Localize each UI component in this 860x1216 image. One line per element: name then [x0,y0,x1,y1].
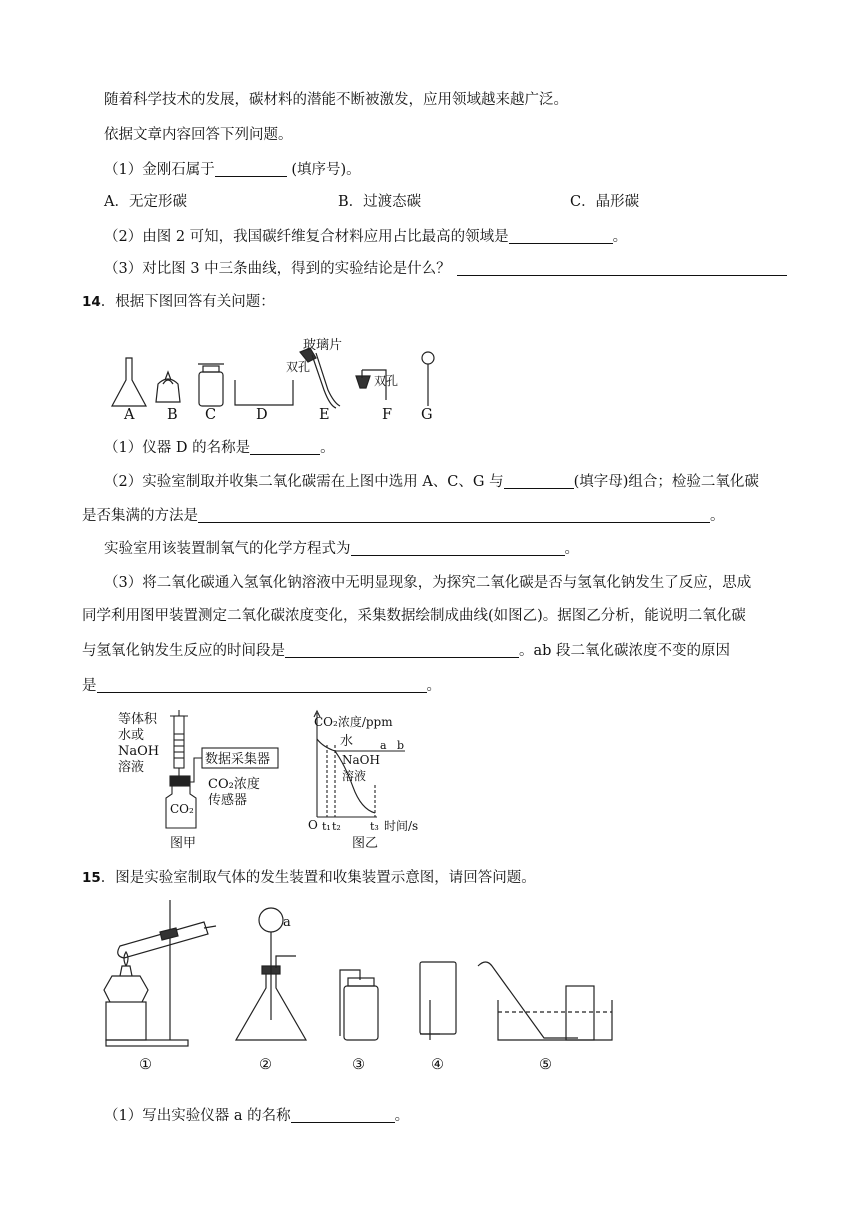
solution-label-4: 溶液 [118,760,145,775]
instrument-a-label: a [283,915,291,930]
label-g: G [421,407,433,423]
answer-blank[interactable] [198,506,710,523]
apparatus-4-label: ④ [431,1057,444,1073]
option-b[interactable]: B．过渡态碳 [338,194,422,210]
point-a-label: a [380,739,387,752]
q13-part1: （1）金刚石属于 (填序号)。 [104,162,361,178]
q14-part2: （2）实验室制取并收集二氧化碳需在上图中选用 A、C、G 与 (填字母)组合；检验二氧化碳 [104,474,759,490]
solution-label-1: 等体积 [118,712,158,727]
answer-blank[interactable] [509,227,613,244]
apparatus-figure [110,330,450,434]
q14-part3-line1: （3）将二氧化碳通入氢氧化钠溶液中无明显现象，为探究二氧化碳是否与氢氧化钠发生了反应，思成 [104,575,752,591]
label-d: D [256,407,268,423]
q14-part1: （1）仪器 D 的名称是 。 [104,440,335,456]
bottle-label: CO₂ [170,802,194,816]
q15-part1: （1）写出实验仪器 a 的名称 。 [104,1108,410,1124]
label-e: E [319,407,330,423]
q14-part2-line2: 是否集满的方法是 。 [82,508,725,524]
label-f: F [382,407,393,423]
sensor-label-2: 传感器 [208,793,248,808]
label-c: C [205,407,217,423]
q14-part3-line3: 与氢氧化钠发生反应的时间段是 。ab 段二氧化碳浓度不变的原因 [82,643,731,659]
q13-part2: （2）由图 2 可知，我国碳纤维复合材料应用占比最高的领域是 。 [104,229,628,245]
water-label: 水 [340,734,354,749]
t3-label: t₃ [370,820,379,833]
label-a: A [124,407,135,423]
apparatus-5-label: ⑤ [539,1057,552,1073]
q14-part3-line4: 是 。 [82,678,441,694]
answer-blank[interactable] [97,676,427,693]
figure-yi-caption: 图乙 [352,836,379,851]
label-b: B [167,407,178,423]
intro-text: 随着科学技术的发展，碳材料的潜能不断被激发，应用领域越来越广泛。 [104,92,568,108]
q14-title: 14．根据下图回答有关问题： [82,294,275,310]
naoh-label-1: NaOH [342,753,380,767]
answer-blank[interactable] [215,160,287,177]
origin-label: O [308,818,318,832]
q13-part3: （3）对比图 3 中三条曲线，得到的实验结论是什么？ [104,259,787,279]
q15-title: 15．图是实验室制取气体的发生装置和收集装置示意图，请回答问题。 [82,870,536,886]
q13-part1-text: （1）金刚石属于 [104,162,215,178]
apparatus-1-label: ① [139,1057,152,1073]
prompt-text: 依据文章内容回答下列问题。 [104,127,293,143]
gas-apparatus-figure [100,900,620,1054]
hole-label-f: 双孔 [374,374,399,388]
apparatus-3-label: ③ [352,1057,365,1073]
answer-blank[interactable] [285,641,519,658]
answer-blank[interactable] [504,472,574,489]
answer-blank[interactable] [457,259,787,276]
answer-blank[interactable] [291,1106,395,1123]
q14-part2-line3: 实验室用该装置制氧气的化学方程式为 。 [104,541,579,557]
answer-blank[interactable] [250,438,320,455]
hole-label-e: 双孔 [286,360,311,374]
answer-blank[interactable] [351,539,565,556]
sensor-label-1: CO₂浓度 [208,777,260,792]
q14-part3-line2: 同学利用图甲装置测定二氧化碳浓度变化，采集数据绘制成曲线(如图乙)。据图乙分析，能说明二氧化碳 [82,608,746,624]
option-c[interactable]: C．晶形碳 [570,194,640,210]
solution-label-3: NaOH [118,744,160,759]
x-axis-label: 时间/s [384,819,419,833]
glass-plate-label: 玻璃片 [303,338,343,353]
t1-label: t₁ [322,820,331,833]
y-axis-label: CO₂浓度/ppm [314,715,393,729]
figure-jia-caption: 图甲 [170,836,197,851]
solution-label-2: 水或 [118,728,145,743]
option-a[interactable]: A．无定形碳 [104,194,187,210]
t2-label: t₂ [332,820,341,833]
point-b-label: b [397,739,405,752]
apparatus-2-label: ② [259,1057,272,1073]
naoh-label-2: 溶液 [342,769,367,783]
collector-label: 数据采集器 [205,752,271,767]
